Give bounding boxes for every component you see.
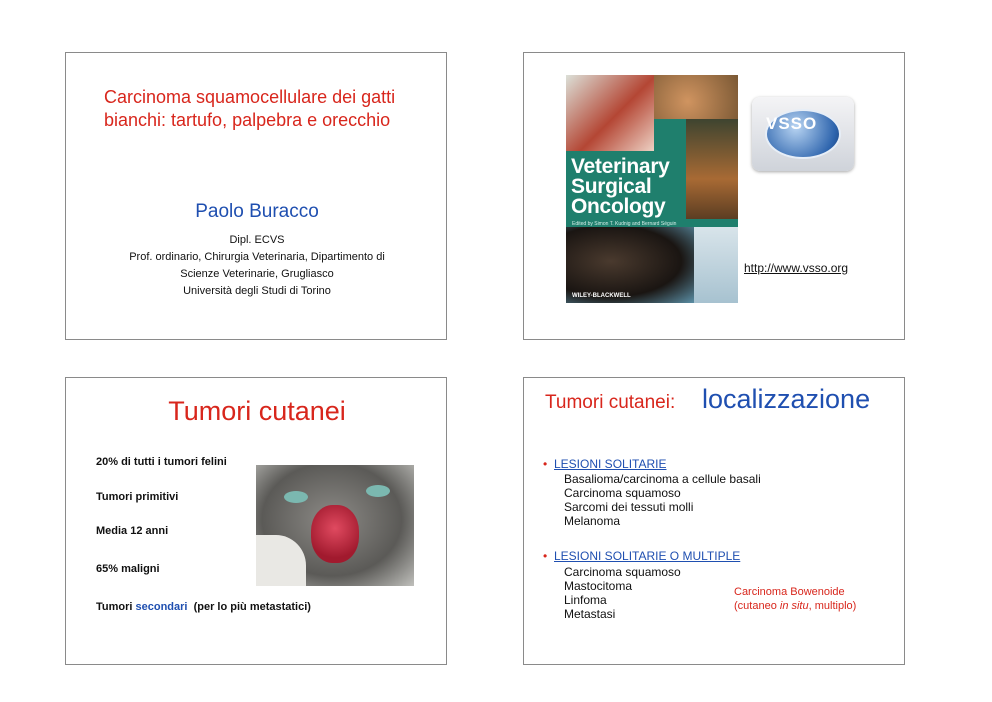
book-editors: Edited by Simon T. Kudnig and Bernard Séguin — [572, 221, 677, 227]
section-list — [564, 472, 761, 528]
dog-photo — [654, 75, 738, 119]
info-line: Prof. ordinario, Chirurgia Veterinaria, Dipartimento di — [129, 251, 385, 263]
slide-1-title: Carcinoma squamocellulare dei gatti bianchi: tartufo, palpebra e orecchio — [104, 87, 396, 130]
section-header: LESIONI SOLITARIE O MULTIPLE — [554, 549, 741, 563]
slide-4-title-prefix: Tumori cutanei: — [545, 392, 676, 413]
cat-eye — [366, 485, 390, 497]
note-prefix: (cutaneo — [734, 600, 780, 612]
stat-suffix: (per lo più metastatici) — [187, 601, 311, 613]
stat-item: 65% maligni — [96, 563, 160, 575]
bullet: • — [543, 457, 548, 471]
info-line: Scienze Veterinarie, Grugliasco — [180, 268, 334, 280]
vsso-link[interactable]: http://www.vsso.org — [744, 261, 849, 275]
slide-4 — [523, 377, 905, 665]
stat-item: Media 12 anni — [96, 525, 169, 537]
bowenoid-note — [734, 585, 856, 613]
vsso-logo-text: VSSO — [766, 114, 818, 133]
cat-eye — [284, 491, 308, 503]
stat-item — [96, 601, 311, 613]
book-title: Veterinary Surgical Oncology — [571, 155, 670, 218]
dog-photo — [566, 227, 694, 303]
book-cover-image — [566, 75, 738, 303]
surgery-photo — [694, 227, 738, 303]
stat-highlight: secondari — [135, 601, 188, 613]
note-suffix: , multiplo) — [808, 600, 857, 612]
slide-1 — [65, 52, 447, 340]
list-item: Metastasi — [564, 607, 616, 621]
section-list — [564, 565, 681, 621]
list-item: Basalioma/carcinoma a cellule basali — [564, 472, 761, 486]
list-item: Mastocitoma — [564, 579, 633, 593]
slide-3 — [65, 377, 447, 665]
surgery-photo — [566, 75, 654, 151]
note-italic: in situ — [779, 600, 809, 612]
bullet: • — [543, 549, 548, 563]
nose-lesion — [311, 505, 359, 563]
list-item: Linfoma — [564, 593, 607, 607]
stat-prefix: Tumori — [96, 601, 136, 613]
info-line: Università degli Studi di Torino — [183, 285, 331, 297]
list-item: Carcinoma squamoso — [564, 565, 681, 579]
note-line: Carcinoma Bowenoide — [734, 586, 845, 598]
author-info — [66, 232, 448, 300]
stat-item: 20% di tutti i tumori felini — [96, 456, 227, 468]
cat-lesion-photo — [256, 465, 414, 586]
stat-item: Tumori primitivi — [96, 491, 179, 503]
slide-3-title: Tumori cutanei — [168, 396, 346, 426]
list-item: Carcinoma squamoso — [564, 486, 681, 500]
vsso-logo — [752, 97, 854, 171]
section-header: LESIONI SOLITARIE — [554, 457, 667, 471]
list-item: Melanoma — [564, 514, 621, 528]
book-publisher: WILEY-BLACKWELL — [572, 293, 631, 299]
slide-4-title-main: localizzazione — [702, 384, 871, 414]
info-line: Dipl. ECVS — [229, 234, 285, 246]
note-line — [734, 599, 856, 613]
author-name: Paolo Buracco — [195, 201, 319, 222]
list-item: Sarcomi dei tessuti molli — [564, 500, 694, 514]
slide-2 — [523, 52, 905, 340]
